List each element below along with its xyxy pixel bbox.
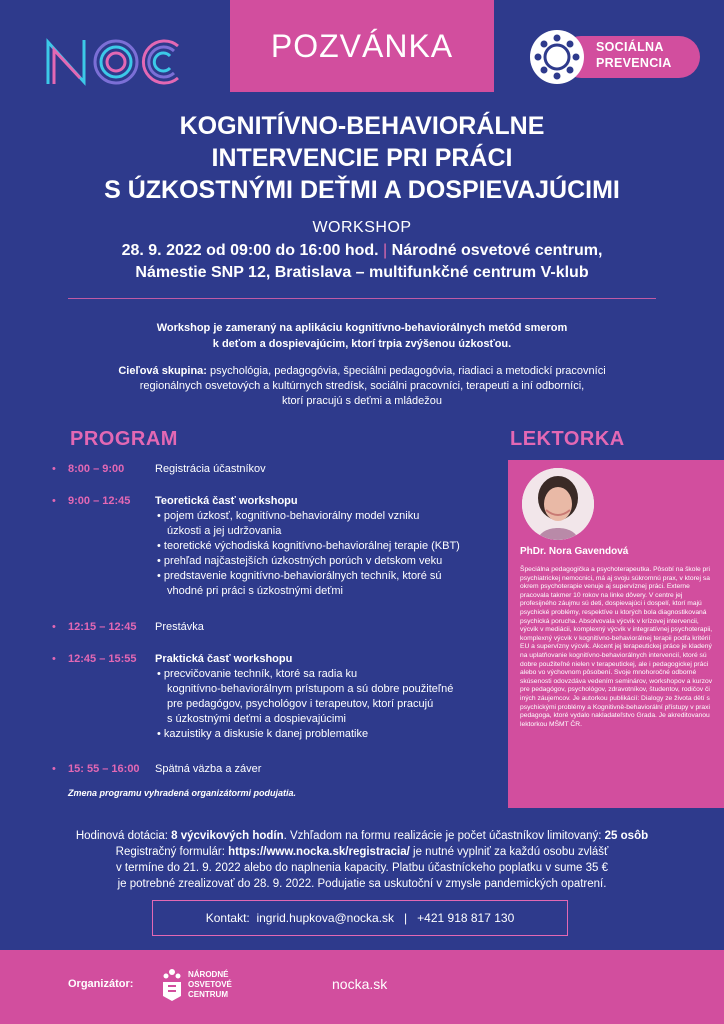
intro-line: k deťom a dospievajúcim, ktorí trpia zvýšenou úzkosťou.	[212, 338, 512, 350]
program-note: Zmena programu vyhradená organizátormi podujatia.	[68, 788, 297, 798]
invitation-banner	[230, 0, 494, 92]
event-datetime-venue	[0, 242, 724, 260]
badge-line: SOCIÁLNA	[596, 40, 664, 54]
noc-logo-icon	[46, 38, 182, 86]
program-bullet: kognitívno-behaviorálnym prístupom a sú dobre použiteľné	[167, 683, 454, 695]
footer	[0, 950, 724, 1024]
bullet-dot-icon: •	[52, 463, 56, 475]
program-time: 9:00 – 12:45	[68, 495, 131, 507]
program-bullet: • predstavenie kognitívno-behaviorálnych techník, ktoré sú	[157, 570, 442, 582]
organizer-name-line: NÁRODNÉ	[188, 970, 229, 979]
lecturer-name: PhDr. Nora Gavendová	[520, 546, 629, 557]
contact-label: Kontakt:	[205, 911, 250, 925]
contact-phone[interactable]: +421 918 817 130	[417, 911, 515, 925]
target-label: Cieľová skupina:	[118, 365, 207, 377]
organizer-name-line: OSVETOVÉ	[188, 980, 232, 989]
info-text: . Vzhľadom na formu realizácie je počet účastníkov limitovaný:	[283, 830, 605, 842]
target-line: regionálnych osvetových a kultúrnych stredísk, sociálni pracovníci, terapeuti a iní odborníci,	[139, 380, 585, 392]
info-hours: 8 výcvikových hodín	[171, 830, 284, 842]
program-time: 12:15 – 12:45	[68, 621, 137, 633]
badge-text	[596, 39, 696, 71]
registration-link[interactable]: https://www.nocka.sk/registracia/	[228, 846, 410, 858]
contact-email[interactable]: ingrid.hupkova@nocka.sk	[256, 911, 395, 925]
program-title: Praktická časť workshopu	[155, 653, 293, 665]
intro-line: Workshop je zameraný na aplikáciu kognitívno-behaviorálnych metód smerom	[156, 322, 568, 334]
target-line: psychológia, pedagogóvia, špeciálni pedagogóvia, riadiaci a metodickí pracovníci	[206, 365, 606, 377]
info-line	[0, 828, 724, 844]
program-bullet: • kazuistiky a diskusie k danej problematike	[157, 728, 369, 740]
program-bullet: s úzkostnými deťmi a dospievajúcimi	[167, 713, 346, 725]
event-address: Námestie SNP 12, Bratislava – multifunkčné centrum V-klub	[135, 264, 589, 281]
invitation-label: POZVÁNKA	[270, 27, 454, 64]
target-group	[70, 364, 654, 409]
program-time: 15: 55 – 16:00	[68, 763, 140, 775]
info-line: v termíne do 21. 9. 2022 alebo do naplnenia kapacity. Platbu účastníckeho poplatku v sume 35 €	[115, 862, 609, 874]
divider	[68, 298, 656, 299]
title-line: KOGNITÍVNO-BEHAVIORÁLNE	[179, 112, 545, 140]
intro-text	[60, 320, 664, 352]
title-line: INTERVENCIE PRI PRÁCI	[211, 144, 513, 172]
organizer-logo	[160, 966, 250, 1006]
event-separator: |	[383, 242, 388, 259]
organizer-label: Organizátor:	[68, 978, 134, 990]
program-time: 12:45 – 15:55	[68, 653, 137, 665]
program-bullet: • precvičovanie techník, ktoré sa radia ku	[157, 668, 358, 680]
title-line: S ÚZKOSTNÝMI DEŤMI A DOSPIEVAJÚCIMI	[104, 176, 620, 204]
organizer-name-line: CENTRUM	[188, 990, 228, 999]
bullet-dot-icon: •	[52, 495, 56, 507]
program-bullet: úzkosti a jej udržovania	[167, 525, 282, 537]
event-datetime: 28. 9. 2022 od 09:00 do 16:00 hod.	[121, 242, 379, 259]
info-text: Hodinová dotácia:	[75, 830, 172, 842]
info-line: je potrebné zrealizovať do 28. 9. 2022. Podujatie sa uskutoční v zmysle pandemických opatrení.	[117, 878, 607, 890]
program-bullet: • pojem úzkosť, kognitívno-behaviorálny model vzniku	[157, 510, 420, 522]
program-heading: PROGRAM	[70, 428, 178, 450]
bullet-dot-icon: •	[52, 653, 56, 665]
bullet-dot-icon: •	[52, 763, 56, 775]
info-line	[0, 844, 724, 860]
target-line: ktorí pracujú s deťmi a mládežou	[281, 395, 443, 407]
main-title	[20, 110, 704, 206]
badge-line: PREVENCIA	[596, 56, 672, 70]
lecturer-heading: LEKTORKA	[510, 428, 625, 450]
people-circle-icon	[530, 30, 584, 84]
program-bullet: pre pedagógov, psychológov i terapeutov, ktorí pracujú	[167, 698, 434, 710]
lecturer-photo	[522, 468, 594, 540]
program-title: Spätná väzba a záver	[155, 763, 262, 775]
lecturer-card	[508, 460, 724, 808]
contact-box	[152, 900, 568, 936]
program-bullet: • teoretické východiská kognitívno-behaviorálnej terapie (KBT)	[157, 540, 460, 552]
contact-separator: |	[404, 911, 408, 925]
event-type: WORKSHOP	[312, 219, 412, 236]
nos-emblem-icon	[160, 966, 184, 1002]
noc-logo	[46, 38, 182, 86]
program-bullet: • prehľad najčastejších úzkostných porúch v detskom veku	[157, 555, 443, 567]
partner-badge	[530, 30, 700, 84]
info-capacity: 25 osôb	[604, 830, 649, 842]
bullet-dot-icon: •	[52, 621, 56, 633]
program-time: 8:00 – 9:00	[68, 463, 125, 475]
organizer-name	[188, 970, 232, 1000]
program-bullet: vhodné pri práci s úzkostnými deťmi	[167, 585, 343, 597]
program-title: Prestávka	[155, 621, 204, 633]
lecturer-bio: Špeciálna pedagogička a psychoterapeutka. Pôsobí na škole pri psychiatrickej nemocnici, má aj svoju súkromnú prax, v ktorej sa okrem psychoterapie venuje aj supervíznej práci. Externe pracovala takmer 10 rokov na linke dôvery. V centre jej profesijného záujmu sú deti, dospievajúci i dospelí, ktorí majú psychické problémy, respektíve u ktorých bola diagnostikovaná psychická porucha. Absolvovala výcvik v krízovej intervencii, výcvik v mediácii, komplexný výcvik v integratívnej psychoterapii, komplexný výcvik v kognitívno-behaviorálnej terapii podľa kritérií EU a supervízny výcvik. Akcent jej terapeutickej práce je kladený na uplatňovanie kognitívno-behaviorálnych intervencií, ktoré sú dobre použiteľné nielen v terapeutickej, ale i pedagogickej práci alebo vo výchovnom pôsobení. Svoje mnohoročné odborné skúsenosti odovzdáva vedením seminárov, workshopov a kurzov pre pedagógov, psychológov, zdravotníkov, študentov, rodičov či iných záujemcov. Je autorkou publikácií: Dialogy ze života dětí s psychickými problémy a Kognitivně-behaviorální přístupy v praxi pedagoga, ktoré vydalo nakladateľstvo Grada. Je akreditovanou lektorkou MŠMT ČR.	[520, 566, 713, 728]
info-text: Registračný formulár:	[115, 846, 229, 858]
program-title: Teoretická časť workshopu	[155, 495, 298, 507]
event-venue: Národné osvetové centrum,	[391, 242, 603, 259]
info-text: je nutné vyplniť za každú osobu zvlášť	[409, 846, 609, 858]
program-title: Registrácia účastníkov	[155, 463, 266, 475]
website-link[interactable]: nocka.sk	[332, 976, 388, 992]
